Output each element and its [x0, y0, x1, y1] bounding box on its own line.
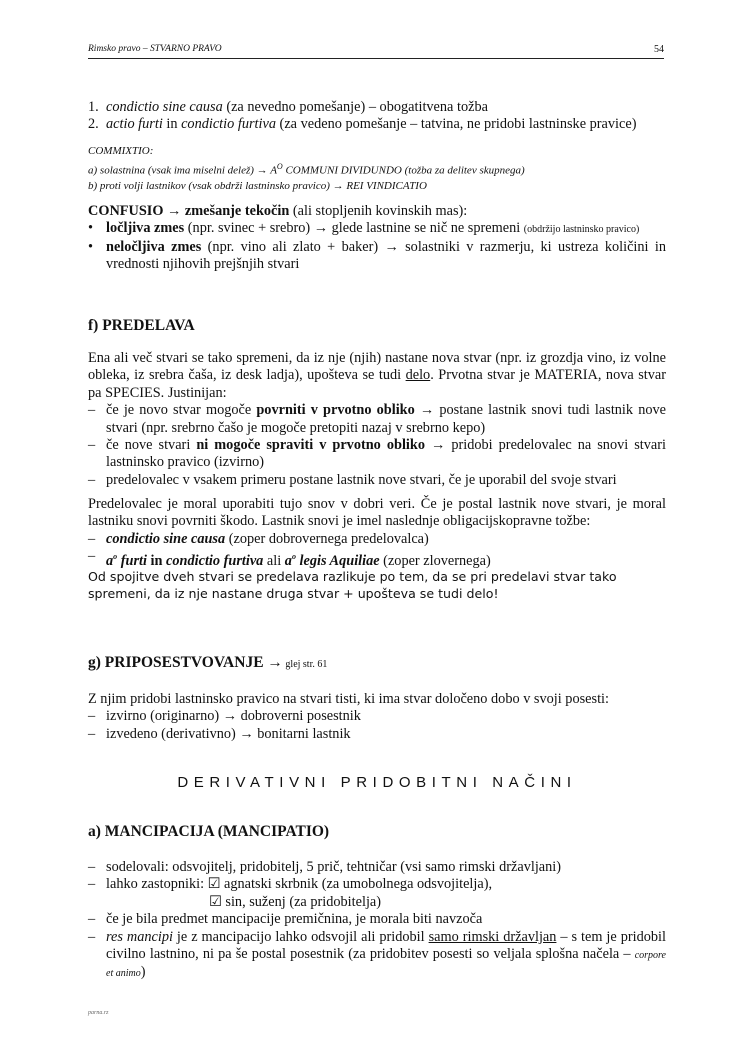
bullet-icon: •	[88, 220, 94, 237]
dash-item	[88, 726, 666, 743]
confusio-title: CONFUSIO → zmešanje tekočin	[88, 203, 290, 219]
dash-icon: –	[88, 876, 96, 893]
commixtio-title: COMMIXTIO:	[88, 145, 154, 157]
latin-term: a	[284, 552, 292, 569]
text: → postane lastnik snovi tudi lastnik nove stvari (npr. srebrno čašo je mogoče pretopiti nazaj v srebrno kepo)	[106, 402, 666, 436]
text: (npr. vino ali zlato + baker) → solastniki v razmerju, ki ustreza količini in vrednosti njihovih prejšnjih stvari	[106, 238, 666, 273]
dash-item	[88, 708, 666, 725]
text: ☑ sin, suženj (za pridobitelja)	[209, 893, 382, 910]
note: (obdržijo lastninsko pravico)	[523, 224, 640, 236]
priposestvovanje-section	[88, 691, 666, 743]
latin-term: condictio furtiva	[166, 552, 264, 569]
item-number: 1.	[88, 99, 99, 115]
term: povrniti v prvotno obliko	[256, 402, 415, 419]
latin-term: res mancipi	[106, 928, 173, 945]
item-text: (za vedeno pomešanje – tatvina, ne pridobi lastninske pravice)	[275, 116, 637, 133]
dash-icon: –	[88, 548, 96, 565]
running-header	[88, 44, 664, 59]
page-number: 54	[654, 44, 664, 55]
paragraph	[88, 350, 666, 402]
dash-item	[88, 472, 666, 489]
text: je z mancipacijo lahko odsvojil ali pridobil	[172, 928, 429, 945]
dash-item	[88, 911, 666, 928]
commixtio-a	[88, 159, 666, 179]
underlined-text: samo rimski državljan	[428, 928, 557, 945]
text: . Prvotna stvar je MATERIA, nova stvar pa SPECIES. Justinijan:	[88, 367, 666, 401]
commixtio-note	[88, 144, 666, 194]
latin-term: actio furti	[106, 116, 163, 133]
item-text: (za nevedno pomešanje) – obogatitvena tožba	[222, 99, 488, 115]
term: neločljiva zmes	[106, 238, 202, 255]
text: predelovalec v vsakem primeru postane lastnik nove stvari, če je uporabil del svoje stvari	[106, 471, 617, 488]
text: (zoper dobrovernega predelovalca)	[225, 530, 429, 547]
predelava-remedies	[88, 496, 666, 570]
item-text: in	[162, 116, 182, 133]
text: in	[146, 552, 167, 569]
text: (npr. svinec + srebro) → glede lastnine se nič ne spremeni	[184, 220, 524, 237]
latin-term: condictio sine causa	[106, 530, 226, 547]
dash-item	[88, 929, 666, 983]
text: (zoper zlovernega)	[379, 552, 491, 569]
text: izvedeno (derivativno) → bonitarni lastnik	[106, 725, 351, 742]
latin-term: legis Aquiliae	[295, 552, 380, 569]
checkbox-item	[88, 894, 666, 911]
text: COMMUNI DIVIDUNDO (tožba za delitev skupnega)	[282, 164, 525, 177]
dash-icon: –	[88, 725, 96, 742]
predelava-note: Od spojitve dveh stvari se predelava razlikuje po tem, da se pri predelavi stvar tako spremeni, da iz nje nastane druga stvar + upošteva se tudi delo!	[88, 569, 617, 602]
text: izvirno (originarno) → dobroverni posestnik	[106, 708, 361, 725]
superscript: o	[291, 552, 296, 562]
dash-icon: –	[88, 530, 96, 547]
latin-term: condictio furtiva	[181, 116, 276, 133]
paragraph: Predelovalec je moral uporabiti tujo snov v dobri veri. Če je postal lastnik nove stvari, je moral lastniku snovi povrniti škodo. Lastnik snovi je imel naslednje obligacijskopravne tožbe:	[88, 496, 666, 530]
section-heading: f) PREDELAVA	[88, 317, 195, 334]
footer-mark: parna.rz	[88, 1010, 109, 1016]
dash-icon: –	[88, 437, 96, 454]
underlined-text: delo	[405, 367, 431, 384]
dash-icon: –	[88, 471, 96, 488]
commixtio-b: b) proti volji lastnikov (vsak obdrži lastninsko pravico) → REI VINDICATIO	[88, 179, 427, 192]
text: → pridobi predelovalec na snovi stvari lastninsko pravico (izvirno)	[106, 437, 666, 471]
text: če nove stvari	[106, 437, 197, 454]
latin-term: a	[106, 552, 114, 569]
mancipacija-section	[88, 859, 666, 983]
dash-item	[88, 437, 666, 472]
dash-icon: –	[88, 859, 96, 875]
header-title: Rimsko pravo – STVARNO PRAVO	[88, 44, 222, 54]
confusio-section	[88, 203, 666, 274]
text: a) solastnina (vsak ima miselni delež) → A	[88, 164, 277, 177]
text: – s tem je pridobil civilno lastnino, ni pa še postal posestnik (za pridobitev posesti so veljala splošna načela –	[106, 928, 666, 963]
dash-icon: –	[88, 911, 96, 928]
paragraph: Z njim pridobi lastninsko pravico na stvari tisti, ki ima stvar določeno dobo v svoji posesti:	[88, 691, 609, 707]
dash-item	[88, 859, 666, 876]
text: )	[140, 964, 146, 981]
term: ni mogoče spraviti v prvotno obliko	[196, 437, 425, 454]
text: če je bila predmet mancipacije premičnina, je morala biti navzoča	[106, 911, 483, 928]
list-item	[88, 116, 666, 133]
latin-term: condictio sine causa	[106, 99, 223, 115]
dash-icon: –	[88, 928, 96, 945]
dash-icon: –	[88, 402, 96, 419]
text: ali	[263, 552, 285, 569]
text: Ena ali več stvari se tako spremeni, da iz nje (njih) nastane nova stvar (npr. iz grozdja vino, iz volne obleka, iz srebra čaša, iz desk ladja), upošteva se tudi	[88, 350, 666, 384]
chapter-title: DERIVATIVNI PRIDOBITNI NAČINI	[177, 774, 577, 791]
bullet-icon: •	[88, 238, 94, 255]
dash-item	[88, 531, 666, 548]
predelava-section	[88, 350, 666, 489]
bullet-item	[88, 239, 666, 274]
dash-icon: –	[88, 708, 96, 725]
section-heading	[88, 654, 666, 673]
latin-term: corpore et animo	[106, 950, 666, 980]
text: (ali stopljenih kovinskih mas):	[289, 203, 468, 219]
remedies-list	[88, 99, 666, 134]
text: lahko zastopniki: ☑ agnatski skrbnik (za umobolnega odsvojitelja),	[106, 876, 493, 893]
page-reference: glej str. 61	[282, 659, 328, 670]
bullet-item	[88, 220, 666, 238]
superscript: O	[276, 162, 283, 171]
dash-item	[88, 402, 666, 437]
latin-term: furti	[117, 552, 147, 569]
list-item	[88, 99, 666, 116]
superscript: o	[113, 552, 118, 562]
dash-item	[88, 876, 666, 893]
text: če je novo stvar mogoče	[106, 402, 257, 419]
text: sodelovali: odsvojitelj, pridobitelj, 5 prič, tehtničar (vsi samo rimski državljani)	[106, 859, 562, 875]
section-heading: a) MANCIPACIJA (MANCIPATIO)	[88, 823, 330, 840]
item-number: 2.	[88, 116, 99, 133]
heading-text: g) PRIPOSESTVOVANJE →	[88, 654, 283, 671]
term: ločljiva zmes	[106, 220, 185, 237]
